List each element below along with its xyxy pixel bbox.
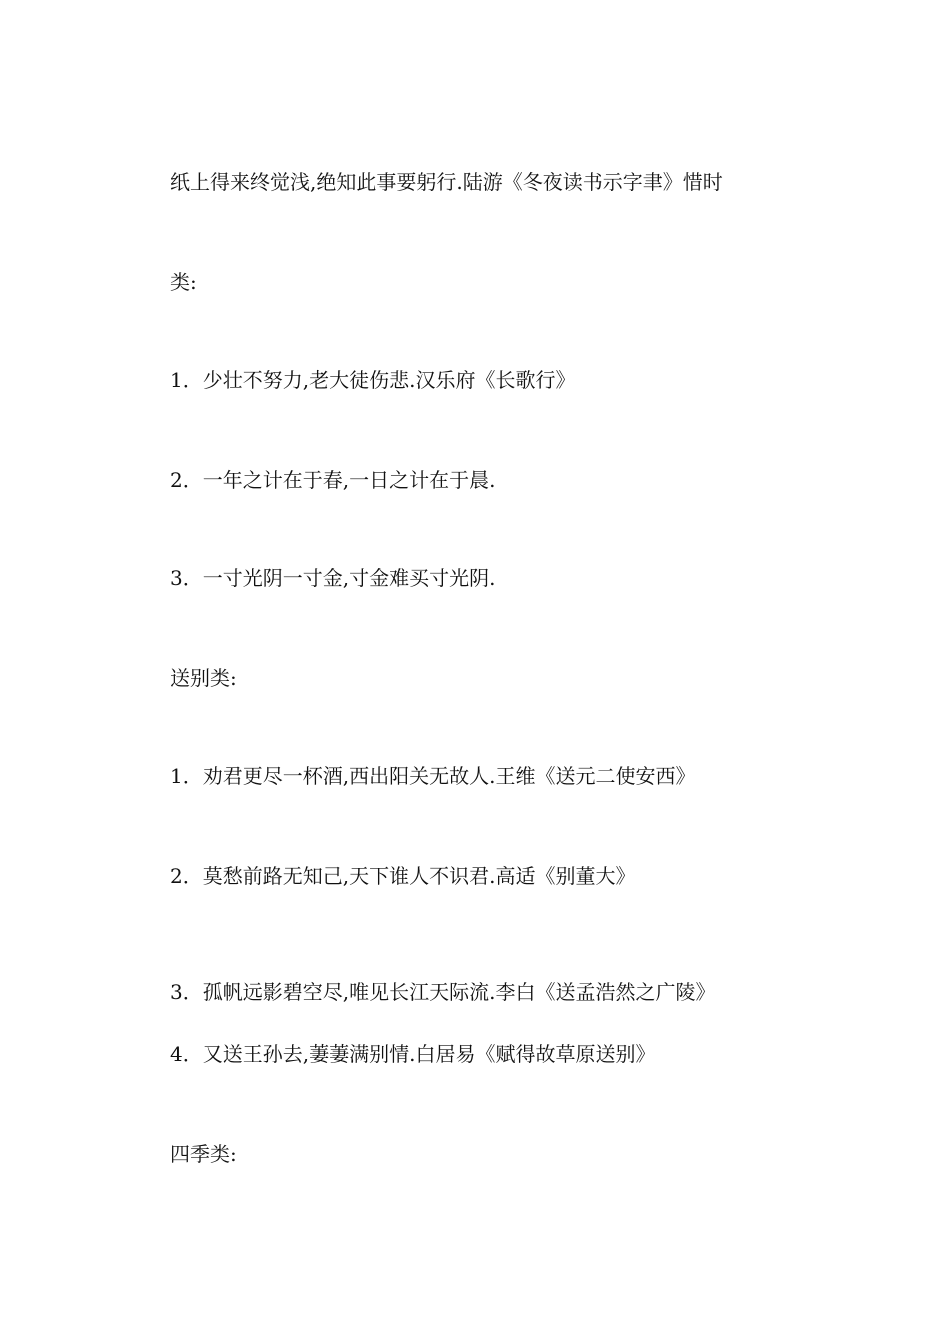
section-heading-seasons: 四季类: xyxy=(170,1142,237,1166)
text-line-time-3: 3．一寸光阴一寸金,寸金难买寸光阴. xyxy=(170,566,496,590)
text-line-reading-quote: 纸上得来终觉浅,绝知此事要躬行.陆游《冬夜读书示字聿》惜时 xyxy=(170,170,723,194)
text-line-farewell-4: 4．又送王孙去,萋萋满别情.白居易《赋得故草原送别》 xyxy=(170,1042,656,1066)
text-line-category-time-cont: 类: xyxy=(170,270,197,294)
text-line-time-2: 2．一年之计在于春,一日之计在于晨. xyxy=(170,468,496,492)
text-line-farewell-3: 3．孤帆远影碧空尽,唯见长江天际流.李白《送孟浩然之广陵》 xyxy=(170,980,716,1004)
text-line-farewell-1: 1．劝君更尽一杯酒,西出阳关无故人.王维《送元二使安西》 xyxy=(170,764,696,788)
section-heading-farewell: 送别类: xyxy=(170,666,237,690)
text-line-time-1: 1．少壮不努力,老大徒伤悲.汉乐府《长歌行》 xyxy=(170,368,576,392)
text-line-farewell-2: 2．莫愁前路无知己,天下谁人不识君.高适《别董大》 xyxy=(170,864,636,888)
